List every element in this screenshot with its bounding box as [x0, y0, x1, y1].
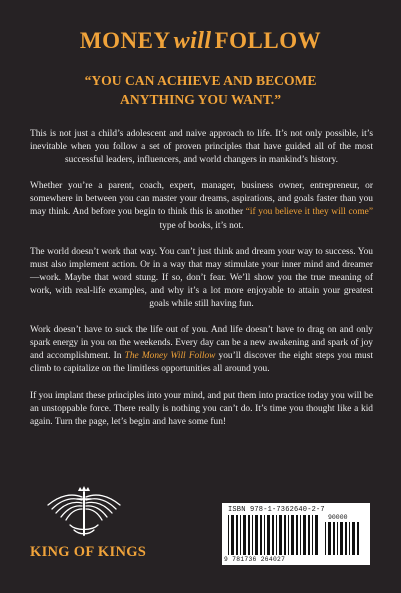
- barcode-stripe: [315, 515, 318, 555]
- barcode-stripe: [243, 515, 246, 555]
- paragraph-2-highlight: “if you believe it they will come”: [245, 207, 373, 218]
- paragraph-1: This is not just a child’s adolescent and naive approach to life. It’s not only possible, it’s inevitable when you follow a set of proven principles that have guided all of the most successful leaders, influencers, and world changers in mankind’s history.: [30, 129, 373, 166]
- barcode-stripe: [333, 522, 335, 555]
- barcode-stripe: [272, 515, 274, 555]
- title-will: will: [173, 28, 212, 54]
- barcode-stripe: [267, 515, 270, 555]
- barcode-stripe: [284, 515, 286, 555]
- barcode-bars-addon: [325, 522, 363, 555]
- paragraph-2: [30, 180, 373, 232]
- paragraph-2-text-b: type of books, it’s not.: [159, 220, 244, 231]
- price-code: 90000: [328, 514, 348, 521]
- book-title: [0, 28, 401, 55]
- barcode-stripe: [252, 515, 253, 555]
- barcode-stripe: [300, 515, 301, 555]
- title-money: MONEY: [79, 28, 171, 53]
- paragraph-4-text-a: Work doesn’t have to suck the life out of you. And life doesn’t have to drag on and only spark energy in you on the weekends. Every day can be a new awakening and spark of joy and accomplishment. In: [30, 325, 373, 362]
- barcode-stripe: [345, 522, 347, 555]
- paragraph-4-book-title: The Money Will Follow: [124, 351, 216, 362]
- barcode-stripe: [291, 515, 294, 555]
- publisher-name: KING OF KINGS: [30, 544, 147, 560]
- barcode-stripe: [260, 515, 262, 555]
- barcode-stripe: [303, 515, 306, 555]
- barcode-bars-main: [228, 515, 322, 555]
- barcode-stripe: [279, 515, 282, 555]
- title-follow: FOLLOW: [214, 28, 322, 53]
- barcode-stripe: [248, 515, 250, 555]
- barcode-stripe: [357, 522, 359, 555]
- barcode-stripe: [264, 515, 265, 555]
- paragraph-5: If you implant these principles into your mind, and put them into practice today you will be an unstoppable force. There really is nothing you can’t do. It’s time you thought like a kid again. Turn the page, let’s begin and have some fun!: [30, 390, 373, 427]
- barcode-stripe: [240, 515, 241, 555]
- barcode-stripe: [308, 515, 310, 555]
- barcode-stripe: [296, 515, 298, 555]
- paragraph-3: The world doesn’t work that way. You can’t just think and dream your way to success. You must also implement action. Or in a way that may stimulate your inner mind and dreamer—work. Maybe that word stung. If so, don’t fear. We’ll show you the true meaning of work, with real-life examples, and why it’s a lot more enjoyable to attain your greatest goals while still having fun.: [30, 246, 373, 310]
- barcode-stripe: [349, 522, 350, 555]
- barcode-stripe: [255, 515, 258, 555]
- paragraph-2-text-a: Whether you’re a parent, coach, expert, manager, business owner, entrepreneur, or somewhere in between you can master your dreams, aspirations, and goals faster than you may think. And before you begin to think this is another: [30, 181, 373, 218]
- blurb-body: [30, 128, 373, 442]
- barcode-stripe: [312, 515, 313, 555]
- barcode-stripe: [340, 522, 343, 555]
- paragraph-4-text-b: you’ll discover the eight steps you must climb to capitalize on the limitless opportunities all around you.: [30, 351, 373, 375]
- barcode-stripe: [352, 522, 355, 555]
- barcode-stripe: [228, 515, 229, 555]
- winged-sword-logo-icon: [44, 485, 124, 545]
- quote-line-1: “YOU CAN ACHIEVE AND BECOME: [84, 73, 317, 88]
- barcode-stripe: [231, 515, 234, 555]
- barcode-stripe: [288, 515, 289, 555]
- barcode-digits: 9 781736 264027: [224, 556, 286, 563]
- isbn-text: ISBN 978-1-7362640-2-7: [228, 506, 325, 514]
- barcode-stripe: [325, 522, 326, 555]
- barcode-stripe: [236, 515, 238, 555]
- barcode-stripe: [276, 515, 277, 555]
- tagline-quote: [0, 71, 401, 109]
- barcode-stripe: [337, 522, 338, 555]
- paragraph-4: [30, 324, 373, 376]
- quote-line-2: ANYTHING YOU WANT.”: [120, 92, 281, 107]
- isbn-barcode: [222, 503, 370, 565]
- barcode-stripe: [328, 522, 331, 555]
